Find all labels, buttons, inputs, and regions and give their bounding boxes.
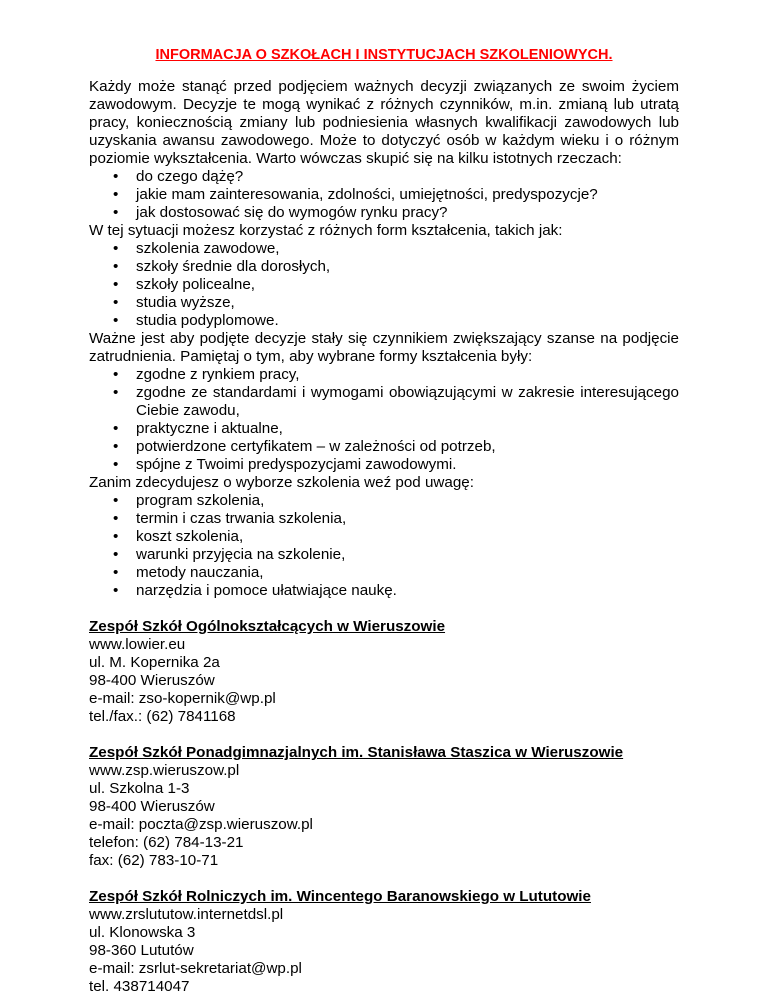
school-block-zso	[89, 618, 679, 726]
list-item: • do czego dążę?	[136, 168, 679, 186]
school-email: e-mail: zsrlut-sekretariat@wp.pl	[89, 960, 302, 977]
list-item: • warunki przyjęcia na szkolenie,	[136, 546, 679, 564]
list-item: • zgodne ze standardami i wymogami obowiązującymi w zakresie interesującego Ciebie zawodu,	[136, 384, 679, 420]
forms-list	[89, 240, 679, 330]
important-paragraph: Ważne jest aby podjęte decyzje stały się czynnikiem zwiększający szanse na podjęcie zatrudnienia. Pamiętaj o tym, aby wybrane formy kształcenia były:	[89, 330, 679, 365]
list-item: • spójne z Twoimi predyspozycjami zawodowymi.	[136, 456, 679, 474]
criteria-list	[89, 366, 679, 474]
school-name: Zespół Szkół Ponadgimnazjalnych im. Stanisława Staszica w Wieruszowie	[89, 744, 624, 761]
questions-list	[89, 168, 679, 222]
school-street: ul. Klonowska 3	[89, 924, 196, 941]
list-item: • studia wyższe,	[136, 294, 679, 312]
school-phone: tel. 438714047	[89, 978, 190, 995]
school-street: ul. Szkolna 1-3	[89, 780, 190, 797]
document-title: INFORMACJA O SZKOŁACH I INSTYTUCJACH SZKOLENIOWYCH.	[155, 47, 613, 63]
school-block-zsp	[89, 744, 679, 870]
school-website: www.zsp.wieruszow.pl	[89, 762, 240, 779]
list-item: • termin i czas trwania szkolenia,	[136, 510, 679, 528]
school-email: e-mail: poczta@zsp.wieruszow.pl	[89, 816, 313, 833]
consider-list	[89, 492, 679, 600]
school-website: www.zrslututow.internetdsl.pl	[89, 906, 284, 923]
school-city: 98-400 Wieruszów	[89, 798, 215, 815]
school-city: 98-400 Wieruszów	[89, 672, 215, 689]
school-website: www.lowier.eu	[89, 636, 186, 653]
school-email: e-mail: zso-kopernik@wp.pl	[89, 690, 276, 707]
list-item: • szkoły policealne,	[136, 276, 679, 294]
list-item: • jakie mam zainteresowania, zdolności, umiejętności, predyspozycje?	[136, 186, 679, 204]
school-street: ul. M. Kopernika 2a	[89, 654, 220, 671]
list-item: • praktyczne i aktualne,	[136, 420, 679, 438]
school-fax: fax: (62) 783-10-71	[89, 852, 219, 869]
school-city: 98-360 Lututów	[89, 942, 194, 959]
school-phone: tel./fax.: (62) 7841168	[89, 708, 236, 725]
school-name: Zespół Szkół Rolniczych im. Wincentego Baranowskiego w Lututowie	[89, 888, 591, 905]
forms-intro: W tej sytuacji możesz korzystać z różnych form kształcenia, takich jak:	[89, 222, 563, 239]
list-item: • metody nauczania,	[136, 564, 679, 582]
school-phone: telefon: (62) 784-13-21	[89, 834, 244, 851]
list-item: • koszt szkolenia,	[136, 528, 679, 546]
intro-paragraph: Każdy może stanąć przed podjęciem ważnych decyzji związanych ze swoim życiem zawodowym. Decyzje te mogą wynikać z różnych czynników, m.in. zmianą lub utratą pracy, koniecznością zmiany lub podniesienia własnych kwalifikacji zawodowych lub uzyskania awansu zawodowego. Może to dotyczyć osób w każdym wieku i o różnym poziomie wykształcenia. Warto wówczas skupić się na kilku istotnych rzeczach:	[89, 78, 679, 167]
consider-intro: Zanim zdecydujesz o wyborze szkolenia weź pod uwagę:	[89, 474, 474, 491]
list-item: • zgodne z rynkiem pracy,	[136, 366, 679, 384]
list-item: • potwierdzone certyfikatem – w zależności od potrzeb,	[136, 438, 679, 456]
list-item: • program szkolenia,	[136, 492, 679, 510]
list-item: • szkoły średnie dla dorosłych,	[136, 258, 679, 276]
list-item: • narzędzia i pomoce ułatwiające naukę.	[136, 582, 679, 600]
list-item: • szkolenia zawodowe,	[136, 240, 679, 258]
document-page	[89, 46, 679, 996]
school-name: Zespół Szkół Ogólnokształcących w Wieruszowie	[89, 618, 446, 635]
school-block-zsr	[89, 888, 679, 996]
list-item: • jak dostosować się do wymogów rynku pracy?	[136, 204, 679, 222]
list-item: • studia podyplomowe.	[136, 312, 679, 330]
